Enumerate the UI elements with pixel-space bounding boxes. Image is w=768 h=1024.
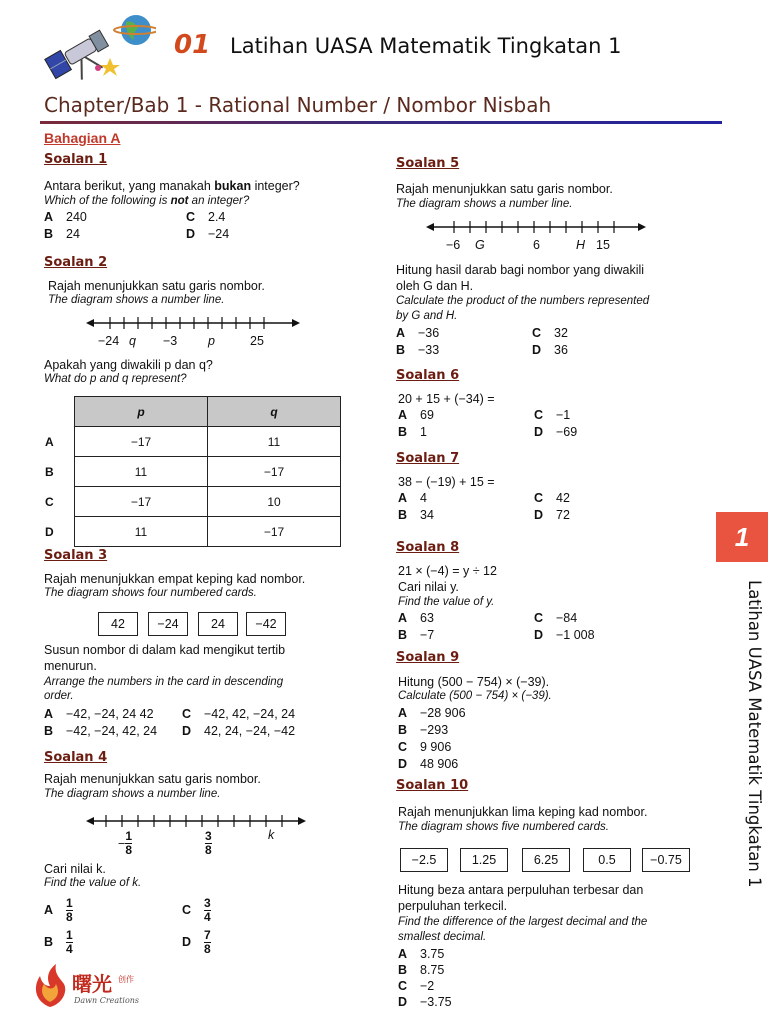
- question-1-text-en: Which of the following is not an integer?: [44, 195, 250, 207]
- number-card: −24: [148, 612, 188, 636]
- number-card: 24: [198, 612, 238, 636]
- question-8-heading: Soalan 8: [396, 540, 460, 555]
- question-3-heading: Soalan 3: [44, 548, 108, 563]
- question-4-text-en: The diagram shows a number line.: [44, 788, 221, 800]
- question-1-text: Antara berikut, yang manakah bukan integer?: [44, 179, 300, 193]
- question-10-text: Rajah menunjukkan lima keping kad nombor.: [398, 805, 648, 819]
- option-a[interactable]: A 69: [398, 408, 434, 422]
- question-5-ask-en: Calculate the product of the numbers represented: [396, 295, 650, 307]
- nl-fraction-label: $\frac{3}{8}$: [205, 829, 212, 857]
- number-card: 1.25: [460, 848, 508, 872]
- chapter-number: 01: [174, 30, 211, 60]
- option-c[interactable]: C −42, 42, −24, 24: [182, 707, 296, 721]
- question-4-ask-en: Find the value of k.: [44, 877, 142, 889]
- answer-table: [44, 396, 341, 547]
- question-1-heading: Soalan 1: [44, 152, 108, 167]
- option-d[interactable]: D 36: [532, 343, 568, 357]
- option-d[interactable]: D −3.75: [398, 995, 452, 1009]
- question-10-text-en: The diagram shows five numbered cards.: [398, 821, 609, 833]
- logo-subtitle: Dawn Creations: [74, 996, 140, 1005]
- option-b[interactable]: B −42, −24, 42, 24: [44, 724, 158, 738]
- logo-small: 创作: [118, 975, 134, 984]
- number-card: 42: [98, 612, 138, 636]
- number-card: −0.75: [642, 848, 690, 872]
- col-header-q: q: [208, 397, 341, 427]
- option-a[interactable]: A 4: [398, 491, 427, 505]
- option-a[interactable]: A 3.75: [398, 947, 445, 961]
- question-10-heading: Soalan 10: [396, 778, 469, 793]
- question-6-expression: 20 + 15 + (−34) =: [398, 392, 495, 406]
- question-10-ask: perpuluhan terkecil.: [398, 899, 508, 913]
- question-2-ask-en: What do p and q represent?: [44, 373, 187, 385]
- divider: [40, 121, 722, 124]
- option-c[interactable]: C 32: [532, 326, 568, 340]
- question-2-text-en: The diagram shows a number line.: [48, 294, 225, 306]
- number-card: −42: [246, 612, 286, 636]
- option-d[interactable]: D −1 008: [534, 628, 595, 642]
- question-2-heading: Soalan 2: [44, 255, 108, 270]
- nl-label: 25: [250, 334, 264, 348]
- option-d[interactable]: D −69: [534, 425, 578, 439]
- nl-fraction-label: − $\frac{1}{8}$: [118, 829, 132, 857]
- question-5-text-en: The diagram shows a number line.: [396, 198, 573, 210]
- question-10-ask-en: Find the difference of the largest decimal and the: [398, 916, 648, 928]
- col-header-p: p: [75, 397, 208, 427]
- nl-label: −24: [98, 334, 120, 348]
- question-7-expression: 38 − (−19) + 15 =: [398, 475, 495, 489]
- option-d[interactable]: D 48 906: [398, 757, 459, 771]
- logo-text: 曙光: [72, 972, 112, 996]
- question-10-ask-en: smallest decimal.: [398, 931, 487, 943]
- option-b[interactable]: B 8.75: [398, 963, 445, 977]
- option-c[interactable]: C 42: [534, 491, 570, 505]
- option-c[interactable]: C $\frac{3}{4}$: [182, 896, 211, 924]
- question-8-expression: 21 × (−4) = y ÷ 12: [398, 564, 497, 578]
- question-3-ask: Susun nombor di dalam kad mengikut tertib: [44, 643, 286, 657]
- question-5-heading: Soalan 5: [396, 156, 460, 171]
- question-5-text: Rajah menunjukkan satu garis nombor.: [396, 182, 613, 196]
- option-d[interactable]: D −24: [186, 227, 230, 241]
- option-b[interactable]: B $\frac{1}{4}$: [44, 928, 73, 956]
- option-b[interactable]: B 24: [44, 227, 80, 241]
- table-row[interactable]: A −17 11: [44, 427, 341, 457]
- question-9-text-en: Calculate (500 − 754) × (−39).: [398, 690, 552, 702]
- option-a[interactable]: A −42, −24, 24 42: [44, 707, 154, 721]
- nl-label: 6: [533, 238, 540, 252]
- nl-label: H: [576, 238, 586, 252]
- option-c[interactable]: C 9 906: [398, 740, 452, 754]
- question-9-text: Hitung (500 − 754) × (−39).: [398, 675, 550, 689]
- option-d[interactable]: D $\frac{7}{8}$: [182, 928, 211, 956]
- option-d[interactable]: D 72: [534, 508, 570, 522]
- table-row[interactable]: D 11 −17: [44, 517, 341, 547]
- question-6-heading: Soalan 6: [396, 368, 460, 383]
- option-c[interactable]: C 2.4: [186, 210, 226, 224]
- nl-label: k: [268, 828, 275, 842]
- question-5-ask: oleh G dan H.: [396, 279, 474, 293]
- question-3-ask-en: order.: [44, 690, 74, 702]
- option-c[interactable]: C −84: [534, 611, 578, 625]
- question-3-ask: menurun.: [44, 659, 97, 673]
- option-a[interactable]: A 63: [398, 611, 434, 625]
- question-8-ask-en: Find the value of y.: [398, 596, 495, 608]
- question-3-ask-en: Arrange the numbers in the card in descending: [44, 676, 284, 688]
- option-c[interactable]: C −2: [398, 979, 435, 993]
- nl-label: G: [475, 238, 485, 252]
- question-2-text: Rajah menunjukkan satu garis nombor.: [48, 279, 265, 293]
- option-d[interactable]: D 42, 24, −24, −42: [182, 724, 296, 738]
- side-title: Latihan UASA Matematik Tingkatan 1: [745, 580, 764, 888]
- option-b[interactable]: B −7: [398, 628, 435, 642]
- option-c[interactable]: C −1: [534, 408, 571, 422]
- table-row[interactable]: B 11 −17: [44, 457, 341, 487]
- question-8-ask: Cari nilai y.: [398, 580, 459, 594]
- nl-label: q: [129, 334, 136, 348]
- number-card: 6.25: [522, 848, 570, 872]
- number-line-q5: [426, 216, 646, 238]
- option-a[interactable]: A $\frac{1}{8}$: [44, 896, 73, 924]
- option-b[interactable]: B 1: [398, 425, 427, 439]
- nl-label: 15: [596, 238, 610, 252]
- satellite-telescope-icon: [38, 8, 156, 82]
- number-line-q2: [86, 312, 300, 334]
- question-4-heading: Soalan 4: [44, 750, 108, 765]
- question-5-ask-en: by G and H.: [396, 310, 458, 322]
- nl-label: −6: [446, 238, 461, 252]
- option-b[interactable]: B 34: [398, 508, 434, 522]
- option-b[interactable]: B −293: [398, 723, 449, 737]
- question-2-ask: Apakah yang diwakili p dan q?: [44, 358, 213, 372]
- question-4-ask: Cari nilai k.: [44, 862, 106, 876]
- phoenix-icon: [30, 962, 70, 1012]
- nl-label: −3: [163, 334, 178, 348]
- question-7-heading: Soalan 7: [396, 451, 460, 466]
- option-b[interactable]: B −33: [396, 343, 440, 357]
- question-3-text-en: The diagram shows four numbered cards.: [44, 587, 257, 599]
- question-5-ask: Hitung hasil darab bagi nombor yang diwakili: [396, 263, 645, 277]
- section-heading: Bahagian A: [44, 130, 121, 146]
- publisher-logo: [30, 962, 155, 1020]
- option-a[interactable]: A 240: [44, 210, 87, 224]
- number-card: −2.5: [400, 848, 448, 872]
- question-10-ask: Hitung beza antara perpuluhan terbesar dan: [398, 883, 644, 897]
- table-row[interactable]: C −17 10: [44, 487, 341, 517]
- chapter-title: Chapter/Bab 1 - Rational Number / Nombor Nisbah: [44, 93, 552, 117]
- header-illustration: [38, 8, 156, 82]
- question-4-text: Rajah menunjukkan satu garis nombor.: [44, 772, 261, 786]
- chapter-tab: 1: [716, 512, 768, 562]
- question-3-text: Rajah menunjukkan empat keping kad nombor.: [44, 572, 306, 586]
- option-a[interactable]: A −36: [396, 326, 440, 340]
- option-a[interactable]: A −28 906: [398, 706, 466, 720]
- number-card: 0.5: [583, 848, 631, 872]
- question-9-heading: Soalan 9: [396, 650, 460, 665]
- page-title: Latihan UASA Matematik Tingkatan 1: [230, 34, 622, 58]
- nl-label: p: [208, 334, 215, 348]
